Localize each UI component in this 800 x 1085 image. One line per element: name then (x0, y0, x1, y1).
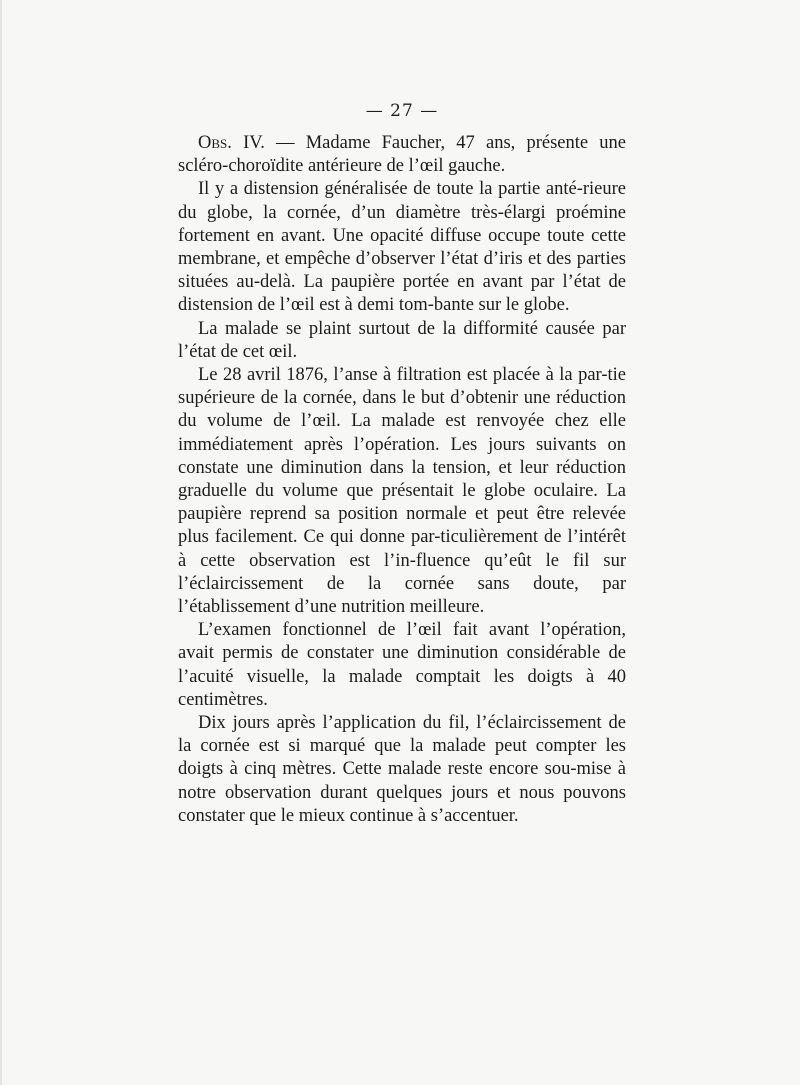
paragraph-complaint: La malade se plaint surtout de la difformité causée par l’état de cet œil. (178, 318, 626, 362)
paragraph-examination: L’examen fonctionnel de l’œil fait avant l’opération, avait permis de constater une diminution considérable de l’acuité visuelle, la malade comptait les doigts à 40 centimètres. (178, 620, 626, 710)
paragraph-description: Il y a distension généralisée de toute la partie anté-rieure du globe, la cornée, d’un diamètre très-élargi proémine fortement en avant. Une opacité diffuse occupe toute cette membrane, et empêche d’observer l’état d’iris et des parties situées au-delà. La paupière portée en avant par l’état de distension de l’œil est à demi tom-bante sur le globe. (178, 179, 626, 316)
paragraph-intro (178, 132, 626, 178)
observation-text (178, 132, 626, 828)
paragraph-operation: Le 28 avril 1876, l’anse à filtration est placée à la par-tie supérieure de la cornée, dans le but d’obtenir une réduction du volume de l’œil. La malade est renvoyée chez elle immédiatement après l’opération. Les jours suivants on constate une diminution dans la tension, et leur réduction graduelle du volume que présentait le globe oculaire. La paupière reprend sa position normale et peut être relevée plus facilement. Ce qui donne par-ticulièrement de l’intérêt à cette observation est l’in-fluence qu’eût le fil sur l’éclaircissement de la cornée sans doute, par l’établissement d’une nutrition meilleure. (178, 365, 626, 618)
paragraph-intro-text: — Madame Faucher, 47 ans, présente une scléro-choroïdite antérieure de l’œil gauche. (178, 133, 626, 177)
observation-label: Obs. IV. (198, 133, 265, 153)
page-number: — 27 — (365, 101, 439, 121)
paragraph-outcome: Dix jours après l’application du fil, l’éclaircissement de la cornée est si marqué que la malade peut compter les doigts à cinq mètres. Cette malade reste encore sou-mise à notre observation durant quelques jours et nous pouvons constater que le mieux continue à s’accentuer. (178, 713, 626, 826)
